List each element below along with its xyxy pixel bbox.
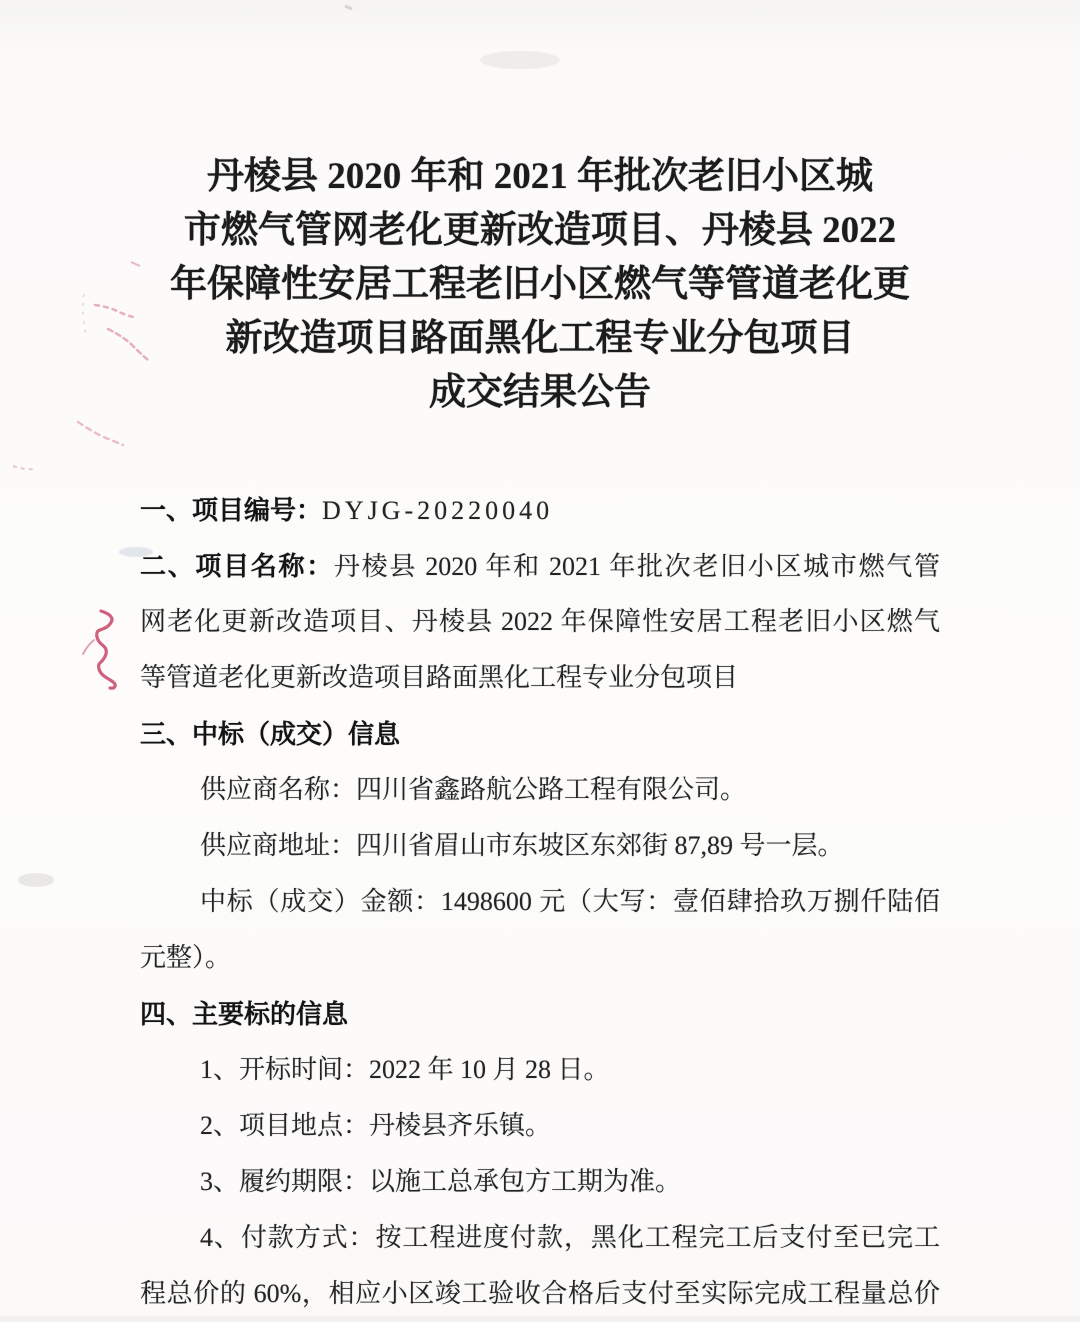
document-body	[140, 482, 940, 1322]
payment-method-line-2: 程总价的 60%，相应小区竣工验收合格后支付至实际完成工程量总价	[140, 1266, 940, 1322]
project-location-line: 2、项目地点：丹棱县齐乐镇。	[140, 1098, 940, 1154]
payment-method-line-1: 4、付款方式：按工程进度付款，黑化工程完工后支付至已完工	[140, 1210, 940, 1266]
title-line: 丹棱县 2020 年和 2021 年批次老旧小区城	[120, 150, 960, 204]
title-line: 新改造项目路面黑化工程专业分包项目	[120, 312, 960, 366]
project-name-line-3: 等管道老化更新改造项目路面黑化工程专业分包项目	[140, 650, 940, 706]
award-amount-line-1: 中标（成交）金额：1498600 元（大写：壹佰肆拾玖万捌仟陆佰	[140, 874, 940, 930]
project-name-label: 二、项目名称：	[140, 551, 334, 581]
title-line: 成交结果公告	[120, 366, 960, 420]
document-title	[120, 150, 960, 420]
award-info-heading: 三、中标（成交）信息	[140, 706, 940, 762]
bid-opening-time-line: 1、开标时间：2022 年 10 月 28 日。	[140, 1042, 940, 1098]
ink-scribble	[97, 611, 115, 688]
supplier-name-line: 供应商名称：四川省鑫路航公路工程有限公司。	[140, 762, 940, 818]
project-name-line-2: 网老化更新改造项目、丹棱县 2022 年保障性安居工程老旧小区燃气	[140, 594, 940, 650]
ink-mark	[83, 294, 86, 334]
project-number-value: DYJG-20220040	[322, 496, 553, 525]
ink-mark	[78, 422, 123, 445]
paper-smudge	[480, 51, 560, 69]
paper-smudge	[18, 873, 54, 887]
project-name-text: 丹棱县 2020 年和 2021 年批次老旧小区城市燃气管	[334, 552, 940, 581]
project-number-line	[140, 482, 940, 538]
performance-period-line: 3、履约期限：以施工总承包方工期为准。	[140, 1154, 940, 1210]
ink-scribble-flick	[83, 640, 94, 654]
title-line: 年保障性安居工程老旧小区燃气等管道老化更	[120, 258, 960, 312]
supplier-address-line: 供应商地址：四川省眉山市东坡区东郊街 87,89 号一层。	[140, 818, 940, 874]
main-subject-heading: 四、主要标的信息	[140, 986, 940, 1042]
award-amount-line-2: 元整）。	[140, 930, 940, 986]
title-line: 市燃气管网老化更新改造项目、丹棱县 2022	[120, 204, 960, 258]
ink-dot	[345, 6, 352, 9]
ink-mark	[13, 466, 36, 469]
project-number-label: 一、项目编号：	[140, 495, 322, 525]
project-name-line-1	[140, 538, 940, 594]
